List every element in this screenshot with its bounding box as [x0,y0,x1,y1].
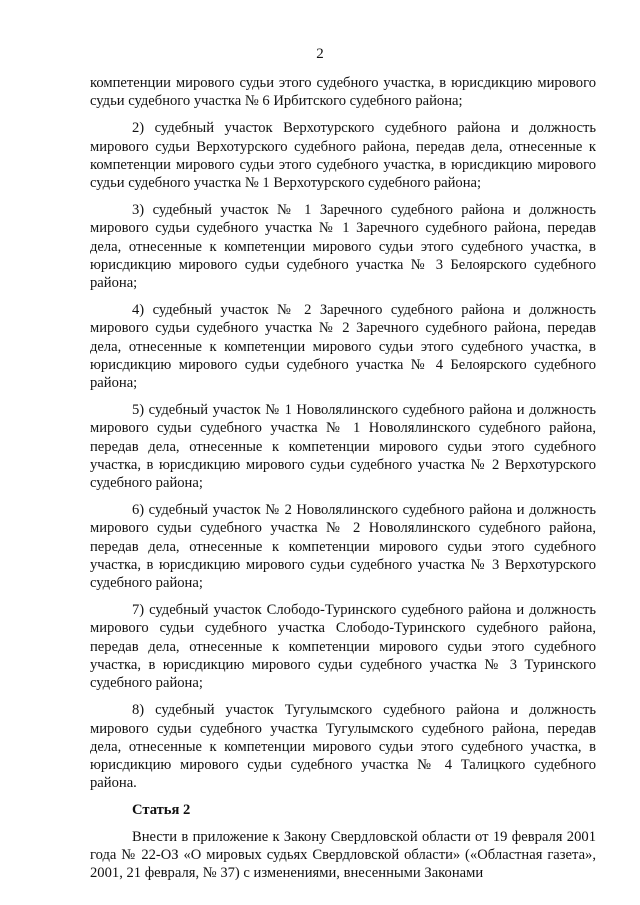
document-body [90,74,596,891]
list-item-8: 8) судебный участок Тугулымского судебного района и должность мирового судьи судебного участка Тугулымского судебного района, передав дела, отнесенные к компетенции мирового судьи этого судебного участка, в юрисдикцию мирового судьи судебного участка № 4 Талицкого судебного района. [90,702,596,792]
page-number: 2 [316,46,324,62]
article-text: Внести в приложение к Закону Свердловской области от 19 февраля 2001 года № 22-ОЗ «О мировых судьях Свердловской области» («Областная газета», 2001, 21 февраля, № 37) с изменениями, внесенными Законами [90,828,596,881]
list-item-3: 3) судебный участок № 1 Заречного судебного района и должность мирового судьи судебного участка № 1 Заречного судебного района, передав дела, отнесенные к компетенции мирового судьи этого судебного участка, в юрисдикцию мирового судьи судебного участка № 3 Белоярского судебного района; [90,202,596,292]
list-item-7: 7) судебный участок Слободо-Туринского судебного района и должность мирового судьи судебного участка Слободо-Туринского судебного района, передав дела, отнесенные к компетенции мирового судьи этого судебного участка, в юрисдикцию мирового судьи судебного участка № 3 Туринского судебного района; [90,602,596,692]
list-item-2: 2) судебный участок Верхотурского судебного района и должность мирового судьи Верхотурского судебного района, передав дела, отнесенные к компетенции мирового судьи этого судебного участка, в юрисдикцию мирового судьи судебного участка № 1 Верхотурского судебного района; [90,120,596,192]
article-heading: Статья 2 [132,802,191,819]
list-item-6: 6) судебный участок № 2 Новолялинского судебного района и должность мирового судьи судебного участка № 2 Новолялинского судебного района, передав дела, отнесенные к компетенции мирового судьи этого судебного участка, в юрисдикцию мирового судьи судебного участка № 3 Верхотурского судебного района; [90,502,596,592]
list-item-5: 5) судебный участок № 1 Новолялинского судебного района и должность мирового судьи судебного участка № 1 Новолялинского судебного района, передав дела, отнесенные к компетенции мирового судьи этого судебного участка, в юрисдикцию мирового судьи судебного участка № 2 Верхотурского судебного района; [90,402,596,492]
paragraph-continuation: компетенции мирового судьи этого судебного участка, в юрисдикцию мирового судьи судебного участка № 6 Ирбитского судебного района; [90,75,596,110]
list-item-4: 4) судебный участок № 2 Заречного судебного района и должность мирового судьи судебного участка № 2 Заречного судебного района, передав дела, отнесенные к компетенции мирового судьи этого судебного участка, в юрисдикцию мирового судьи судебного участка № 4 Белоярского судебного района; [90,302,596,392]
